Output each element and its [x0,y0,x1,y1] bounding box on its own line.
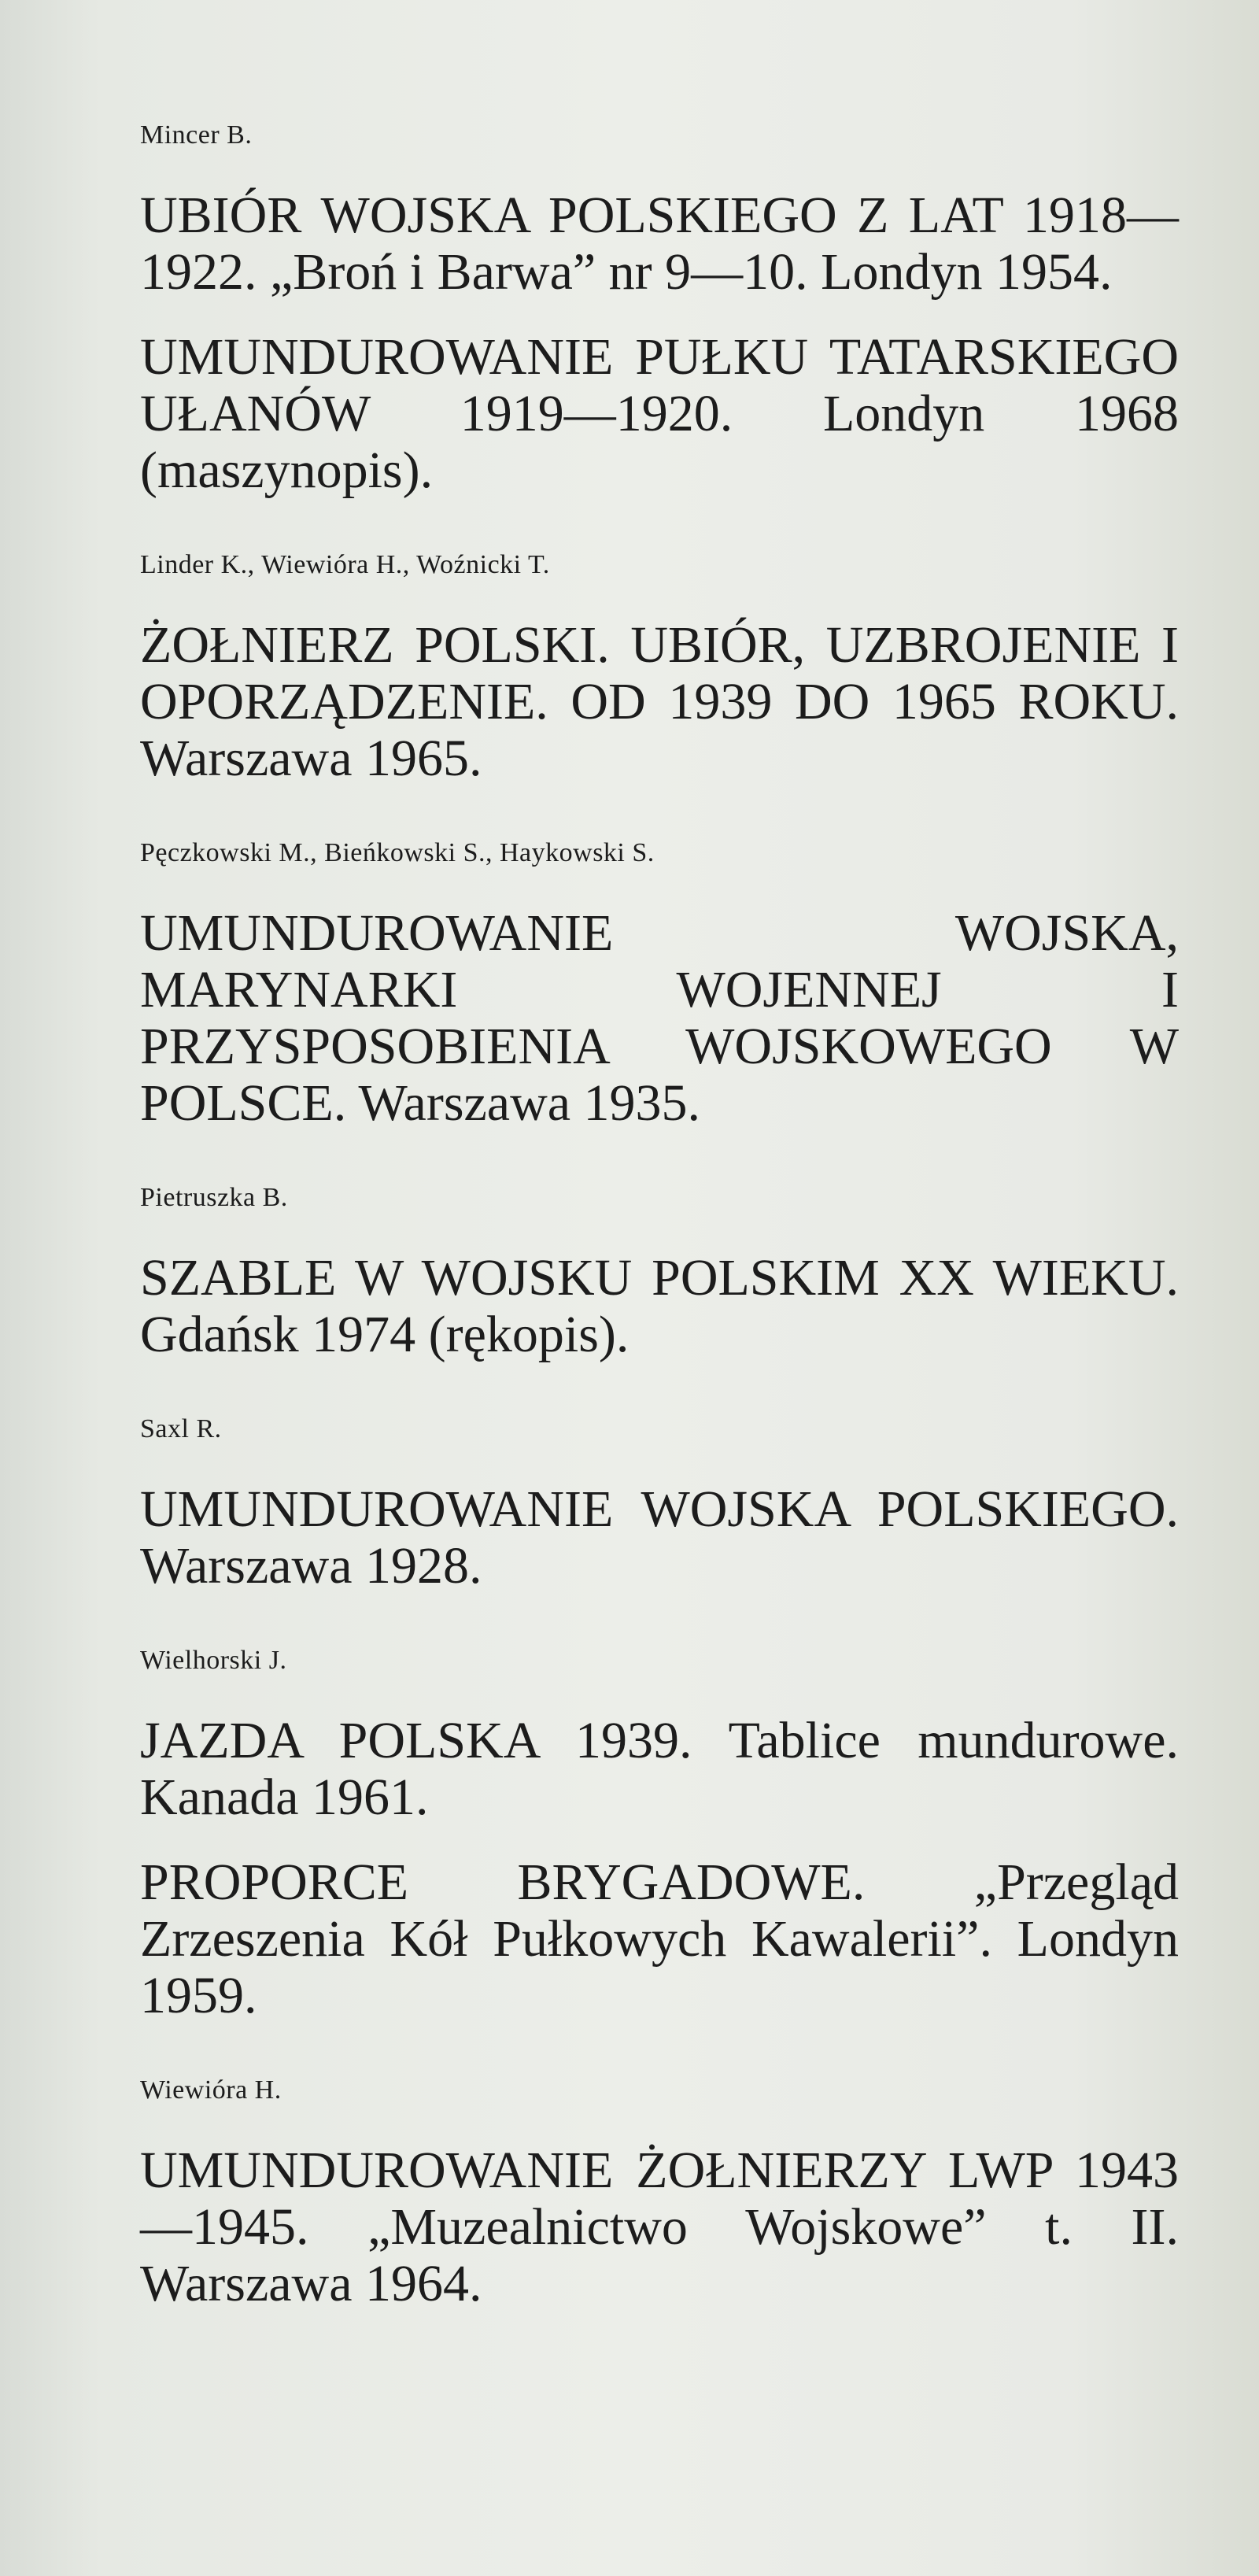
bibliography-entry: UMUNDUROWANIE WOJSKA POLSKIEGO. Warszawa 1928. [140,1480,1179,1595]
author-name: Linder K., Wiewióra H., Woźnicki T. [140,550,550,579]
author-name: Mincer B. [140,120,253,150]
bibliography-entry: UBIÓR WOJSKA POLSKIEGO Z LAT 1918—1922. „Broń i Barwa” nr 9—10. Londyn 1954. [140,187,1179,301]
bibliography-entry: UMUNDUROWANIE WOJSKA, MARYNARKI WOJENNEJ I PRZYSPOSOBIENIA WOJSKOWEGO W POLSCE. Warszawa 1935. [140,904,1179,1132]
author-name: Wielhorski J. [140,1646,287,1675]
bibliography-entry: UMUNDUROWANIE PUŁKU TATARSKIEGO UŁANÓW 1919—1920. Londyn 1968 (maszynopis). [140,328,1179,499]
author-name: Wiewióra H. [140,2075,282,2105]
author-name: Saxl R. [140,1414,222,1443]
author-name: Pietruszka B. [140,1183,288,1212]
bibliography-entry: JAZDA POLSKA 1939. Tablice mundurowe. Kanada 1961. [140,1712,1179,1826]
bibliography-entry: PROPORCE BRYGADOWE. „Przegląd Zrzeszenia Kół Pułkowych Kawalerii”. Londyn 1959. [140,1853,1179,2024]
author-name: Pęczkowski M., Bieńkowski S., Haykowski S. [140,838,655,867]
bibliography-entry: SZABLE W WOJSKU POLSKIM XX WIEKU. Gdańsk 1974 (rękopis). [140,1249,1179,1363]
bibliography-list [140,118,1179,2312]
bibliography-entry: ŻOŁNIERZ POLSKI. UBIÓR, UZBROJENIE I OPORZĄDZENIE. OD 1939 DO 1965 ROKU. Warszawa 1965. [140,616,1179,787]
bibliography-entry: UMUNDUROWANIE ŻOŁNIERZY LWP 1943—1945. „Muzealnictwo Wojskowe” t. II. Warszawa 1964. [140,2142,1179,2312]
